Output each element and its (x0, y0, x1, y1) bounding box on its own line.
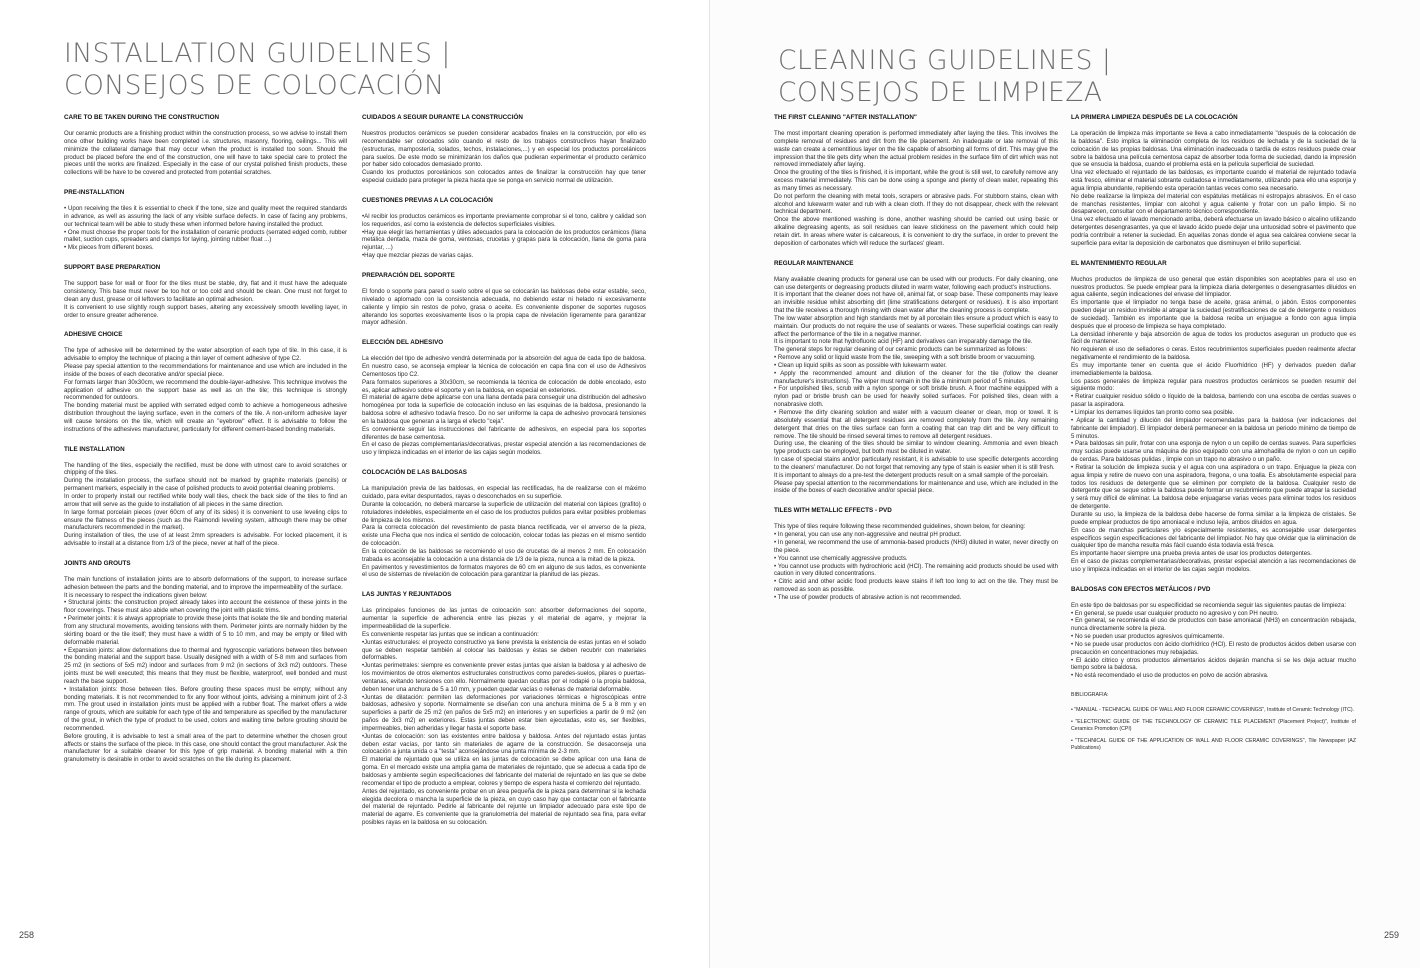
section-heading: COLOCACIÓN DE LAS BALDOSAS (362, 469, 467, 477)
section-the-first-cleaning-after-installation (774, 114, 1058, 248)
paragraph: En este tipo de baldosas por su especificidad se recomienda seguir las siguientes pautas de limpieza: (1071, 601, 1347, 609)
paragraph: • El ácido cítrico y otros productos alimentarios ácidos dejarán mancha si se les deja actuar mucho tiempo sobre la baldosa. (1071, 656, 1356, 672)
paragraph: • Limpiar los derrames líquidos tan pronto como sea posible. (1071, 409, 1235, 416)
bibliography-item: • "MANUAL - TECHNICAL GUIDE OF WALL AND FLOOR CERAMIC COVERINGS", Institute of Ceramic Technology (ITC). (1071, 707, 1354, 714)
paragraph: • Upon receiving the tiles it is essential to check if the tone, size and quality meet the required standards in advance, as well as assuring the lack of any visible surface defects. In case of facing any problems, our technical team will be able to study these when informed before having installed the product. (64, 205, 347, 228)
section-cuidados-a-seguir-durante-la-construccion (362, 114, 646, 185)
section-heading: PRE-INSTALLATION (64, 189, 125, 197)
section-support-base-preparation (64, 264, 347, 319)
section-tiles-with-metallic-effects-pvd (774, 507, 1058, 601)
paragraph: The most important cleaning operation is performed immediately after laying the tiles. This involves the complete removal of residues and dirt from the tile placement. An inadequate or late removal of this waste can create a cementitious layer on the tile capable of absorbing all forms of dirt. This may give the impression that the tile gets dirty when the actual problem resides in the surface film of dirt which was not removed immediately after laying. (774, 130, 1058, 169)
paragraph: Many available cleaning products for general use can be used with our products. For daily cleaning, one can use detergents or degreasing products diluted in warm water, following each product's instructions. (774, 275, 1058, 291)
paragraph: El material de agarre debe aplicarse con una llana dentada para conseguir una distribución del adhesivo homogénea por toda la superficie de colocación incluso en las esquinas de la baldosa, presionando la baldosa sobre el adhesivo todavía fresco. Do no ser uniforme la capa de adhesivo provocará tensiones en la baldosa que generan a la larga el efecto "ceja". (362, 394, 646, 425)
paragraph: La manipulación previa de las baldosas, en especial las rectificadas, ha de realizarse con el máximo cuidado, para evitar despuntados, rayas o desconchados en su superficie. (362, 485, 646, 500)
paragraph: Una vez efectuado el lavado mencionado arriba, deberá efectuarse un lavado básico o alcalino utilizando detergentes desengrasantes, ya que el lavado ácido puede dejar una untuosidad sobre el pavimento que podría contribuir a retener la suciedad. En aquellas zonas donde el agua sea calcárea conviene secar la superficie para evitar la deposición de carbonatos que disminuyen el brillo superficial. (1071, 216, 1356, 247)
section-pre-installation (64, 189, 347, 252)
paragraph: • No está recomendado el uso de productos en polvo de acción abrasiva. (1071, 672, 1269, 680)
paragraph: • Mix pieces from different boxes. (64, 244, 154, 252)
paragraph: • Expansion joints: allow deformations due to thermal and hygroscopic variations between tiles between the bonding material and the support base. Usually designed with a width of 5-8 mm and surfaces from 25 m2 (in sections of 5x5 m2) indoor and surfaces from 9 m2 (in sections of 3x3 m2) outdoors. These joints must be well executed; this means that they must be flexible, waterproof, well bonded and must reach the base support. (64, 646, 347, 685)
paragraph: Durante su uso, la limpieza de la baldosa debe hacerse de forma similar a la limpieza de cristales. Se puede emplear productos de tipo amoniacal e incluso lejía, ambos diluidos en agua. (1071, 510, 1356, 526)
paragraph: Cuando los productos porcelánicos son colocados antes de finalizar la construcción hay que tener especial cuidado para proteger la pieza hasta que se ponga en servicio normal de utilización. (362, 169, 646, 185)
paragraph: La densidad inherente y baja absorción de agua de todos los productos aseguran un producto que es fácil de mantener. (1071, 330, 1356, 346)
paragraph: • Citric acid and other acidic food products leave stains if left too long to act on the tile. They must be removed as soon as possible. (774, 578, 1058, 594)
bibliography-item: • "TECHNICAL GUIDE OF THE APPLICATION OF WALL AND FLOOR CERAMIC COVERINGS", Tile Newspaper (AZ Publications) (1071, 738, 1356, 752)
paragraph: •Hay que elegir las herramientas y útiles adecuados para la colocación de los productos cerámicos (llana metálica dentada, maza de goma, ventosas, crucetas y grapas para la colocación, llana de goma para rejuntar, ...) (362, 228, 646, 252)
title-line-1: INSTALLATION GUIDELINES | (64, 38, 451, 69)
paragraph: • Aplicar la cantidad y dilución del limpiador recomendadas para la baldosa (ver indicaciones del fabricante del limpiador). El limpiador deberá permanecer en la baldosa un periodo mínimo de tiempo de 5 minutos. (1071, 416, 1356, 440)
paragraph: • No se puede usar productos con ácido clorhídrico (HCl). El resto de productos ácidos deben usarse con precaución en concentraciones muy rebajadas. (1071, 640, 1356, 656)
paragraph: • Remove the dirty cleaning solution and water with a vacuum cleaner or clean, mop or towel. It is absolutely essential that all detergent residues are removed completely from the tile. Any remaining detergent that dries on the tiles surface can form a coating that can trap dirt and be very difficult to remove. The tile should be rinsed several times to remove all detergent residues. (774, 409, 1058, 440)
paragraph: Para formatos superiores a 30x30cm, se recomienda la técnica de colocación de doble encolado, esto es, aplicar adhesivo sobre el soporte y en la baldosa, en especial en exteriores. (362, 378, 646, 394)
paragraph: En caso de manchas particulares y/o especialmente resistentes, es aconsejable usar detergentes específicos según especificaciones del fabricante del limpiador. No hay que olvidar que la eliminación de cualquier tipo de mancha resulta más fácil cuando ésta todavía está fresca. (1071, 526, 1356, 550)
installation-title (64, 38, 451, 102)
paragraph: The general steps for regular cleaning of our ceramic products can be summarized as follows: (774, 346, 1028, 354)
paragraph: Los pasos generales de limpieza regular para nuestros productos cerámicos se pueden resumir del siguiente modo: (1071, 377, 1356, 393)
spanish-cleaning-column (1071, 114, 1356, 757)
paragraph: • Para baldosas sin pulir, frotar con una esponja de nylon o un cepillo de cerdas suaves. Para superficies muy sucias puede usarse una máquina de piso equipado con una almohadilla de nylon o con un cepillo de cerdas. Para baldosas pulidas , limpie con un trapo no abrasivo o un paño. (1071, 440, 1356, 464)
paragraph: • Retirar la solución de limpieza sucia y el agua con una aspiradora o un trapo. Enjuague la pieza con agua limpia y retire de nuevo con una aspiradora, fregona, o una toalla. Es absolutamente especial para todos los residuos de detergente que se eliminen por completo de la baldosa. Cualquier resto de detergente que se seque sobre la baldosa puede formar un recubrimiento que puede atrapar la suciedad y será muy difícil de eliminar. La baldosa debe enjuagarse varias veces para eliminar todos los residuos de detergente. (1071, 463, 1356, 511)
section-heading: TILE INSTALLATION (64, 445, 125, 453)
paragraph: Nuestros productos cerámicos se pueden considerar acabados finales en la construcción, por ello es recomendable ser colocados sólo cuando el resto de los trabajos constructivos hayan finalizado (estructuras, mampostería, solados, techos, instalaciones,...) y en especial los productos porcelánicos para suelos. De este modo se minimizarán los daños que pudieran experimentar el producto cerámico por haber sido colocados demasiado pronto. (362, 130, 646, 169)
section-heading: ELECCIÓN DEL ADHESIVO (362, 339, 444, 347)
paragraph: During installation of tiles, the use of at least 2mm spreaders is advisable. For locked placement, it is advisable to install at a distance from 1/3 of the piece, never at half of the piece. (64, 532, 347, 548)
paragraph: •Hay que mezclar piezas de varias cajas. (362, 252, 474, 260)
bibliography-item: • "ELECTRONIC GUIDE OF THE TECHNOLOGY OF CERAMIC TILE PLACEMENT (Placement Project)", Institute of Ceramics Promotion (CPI) (1071, 719, 1356, 733)
page-number: 258 (19, 930, 35, 940)
paragraph: Es conveniente seguir las instrucciones del fabricante de adhesivos, en especial para los soportes diferentes de base cementosa. (362, 425, 646, 441)
paragraph: Once the grouting of the tiles is finished, it is important, while the grout is still wet, to carefully remove any excess material immediately. This can be done using a sponge and plenty of clean water, repeating this as many times as necessary. (774, 169, 1058, 192)
paragraph: During the installation process, the surface should not be marked by graphite materials (pencils) or permanent markers, especially in the case of polished products to avoid potential cleaning problems. (64, 477, 347, 493)
section-heading: JOINTS AND GROUTS (64, 559, 131, 567)
paragraph: In large format porcelain pieces (over 60cm of any of its sides) it is convenient to use leveling clips to ensure the flatness of the pieces (such as the Raimondi leveling system, although there may be other manufacturers recommended in the market). (64, 508, 347, 532)
paragraph: • Structural joints: the construction project already takes into account the existence of these joints in the floor coverings. These must also abide when covering the joint with plastic trims. (64, 599, 347, 615)
section-heading: LA PRIMERA LIMPIEZA DESPUÉS DE LA COLOCACIÓN (1071, 114, 1238, 121)
section-heading: EL MANTENIMIENTO REGULAR (1071, 259, 1167, 267)
paragraph: La operación de limpieza más importante se lleva a cabo inmediatamente "después de la colocación de la baldosa". Esto implica la eliminación completa de los residuos de lechada y de la suciedad de la colocación de las propias baldosas. Una eliminación inadecuada o tardía de estos residuos puede crear sobre la baldosa una película cementosa capaz de absorber toda forma de suciedad, dando la impresión que se ensucia la baldosa, cuando el problema está en la película superficial de suciedad. (1071, 130, 1356, 169)
bibliography (1071, 692, 1356, 752)
paragraph: • Clean up liquid spills as soon as possible with lukewarm water. (774, 361, 947, 369)
bibliography-label: BIBLIOGRAFIA: (1071, 692, 1109, 699)
paragraph: It is necessary to respect the indications given below: (64, 591, 208, 599)
paragraph: The bonding material must be applied with serrated edged comb to achieve a homogeneous adhesive distribution throughout the laying surface, even in the corners of the tile. A non-uniform adhesive layer will cause tensions on the tile, which will create an "eyebrow" effect. It is advisable to follow the instructions of the adhesives manufacturer, particularly for different cement-based bonding materials. (64, 402, 347, 433)
section-heading: CARE TO BE TAKEN DURING THE CONSTRUCTION (64, 114, 220, 121)
title-line-2: CONSEJOS DE COLOCACIÓN (64, 70, 445, 101)
paragraph: • Installation joints: those between tiles. Before grouting these spaces must be empty; without any bonding materials. It is not recommended to fix any floor without joints, advising a minimum joint of 2-3 mm. The grout used in installation joints must be applied with a rubber float. The market offers a wide range of grouts, which are suitable for each type of tile and temperature as specified by the manufacturer of the grout, in which the type of product to be used, colors and waiting time before grouting should be recommended. (64, 685, 347, 732)
section-heading: THE FIRST CLEANING "AFTER INSTALLATION" (774, 114, 917, 121)
paragraph: • Perimeter joints: it is always appropriate to provide these joints that isolate the tile and bonding material from any structural movements, avoiding tensions with them. Perimeter joints are normally hidden by the skirting board or the tile itself; they must have a width of 5 to 10 mm, and may be empty or filled with deformable material. (64, 615, 347, 646)
paragraph: Do not perform the cleaning with metal tools, scrapers or abrasive pads. For stubborn stains, clean with alcohol and lukewarm water and rub with a clean cloth. If they do not disappear, check with the relevant technical department. (774, 192, 1058, 216)
section-adhesive-choice (64, 331, 347, 433)
paragraph: En el caso de piezas complementarias/decorativas, prestar especial atención a las recomendaciones de uso y limpieza indicadas en el interior de las cajas según modelos. (1071, 558, 1356, 573)
paragraph: It is important to always do a pre-test the detergent products result on a small sample of the porcelain. (774, 471, 1049, 479)
section-la-primera-limpieza-despues-de-la-colocacion (1071, 114, 1356, 248)
cleaning-title (778, 45, 1111, 109)
paragraph: •Juntas estructurales: el proyecto constructivo ya tiene prevista la existencia de estas juntas en el solado que se deben respetar también al colocar las baldosas y éstas se deben recubrir con materiales deformables. (362, 638, 646, 662)
section-heading: CUIDADOS A SEGUIR DURANTE LA CONSTRUCCIÓN (362, 114, 523, 121)
english-installation-column (64, 114, 347, 776)
paragraph: Es conveniente respetar las juntas que se indican a continuación: (362, 630, 539, 638)
paragraph: It is important that the cleaner does not have oil, animal fat, or soap base. These components may leave an invisible residue whilst absorbing dirt (lime stratifications detergent or residues). It is also important that the tile receives a thorough rinsing with clean water after the cleaning process is complete. (774, 291, 1058, 315)
paragraph: • You cannot use products with hydrochloric acid (HCl). The remaining acid products should be used with caution in very diluted concentrations. (774, 562, 1058, 578)
paragraph: It is important to note that hydrofluoric acid (HF) and derivatives can irreparably damage the tile. (774, 338, 1033, 346)
section-colocacion-de-las-baldosas (362, 469, 646, 579)
paragraph: • En general, se puede usar cualquier producto no agresivo y con PH neutro. (1071, 609, 1279, 617)
paragraph: Durante la colocación, no deberá marcarse la superficie de utilización del material con lápices (grafito) o rotuladores indelebles, especialmente en el caso de los productos pulidos para evitar posibles problemas de limpieza de los mismos. (362, 500, 646, 524)
section-cuestiones-previas-a-la-colocacion (362, 197, 646, 260)
section-preparacion-del-soporte (362, 272, 646, 327)
paragraph: Las principales funciones de las juntas de colocación son: absorber deformaciones del soporte, aumentar la superficie de adherencia entre las piezas y el material de agarre, y mejorar la impermeabilidad de la superficie. (362, 607, 646, 630)
paragraph: En el caso de piezas complementarias/decorativas, prestar especial atención a las recomendaciones de uso y limpieza indicadas en el interior de las cajas según modelos. (362, 441, 646, 457)
paragraph: Para la correcta colocación del revestimiento de pasta blanca rectificada, ver el anverso de la pieza, existe una Flecha que nos indica el sentido de colocación, colocar todas las piezas en el mismo sentido de colocación. (362, 524, 646, 548)
section-regular-maintenance (774, 260, 1058, 496)
paragraph: • Retirar cualquier residuo sólido o líquido de la baldosa, barriendo con una escoba de cerdas suaves o pasar la aspiradora. (1071, 393, 1356, 409)
paragraph: • No se pueden usar productos agresivos químicamente. (1071, 633, 1225, 641)
paragraph: This type of tiles require following these recommended guidelines, shown below, for cleaning: (774, 523, 1026, 531)
right-page (710, 0, 1420, 968)
section-heading: ADHESIVE CHOICE (64, 331, 123, 339)
title-line-2: CONSEJOS DE LIMPIEZA (778, 77, 1103, 108)
paragraph: • In general, you can use any non-aggressive and neutral pH product. (774, 531, 962, 539)
section-heading: CUESTIONES PREVIAS A LA COLOCACIÓN (362, 196, 493, 204)
section-eleccion-del-adhesivo (362, 339, 646, 457)
paragraph: Once the above mentioned washing is done, another washing should be carried out using basic or alkaline degreasing agents, as soil residues can leave stickiness on the pavement which could help retain dirt. In areas where water is calcareous, it is convenient to dry the surface, in order to prevent the deposition of carbonates which will reduce the surfaces' gleam. (774, 216, 1058, 247)
paragraph: Es importante que el limpiador no tenga base de aceite, grasa animal, o jabón. Estos componentes pueden dejar un residuo invisible al atrapar la suciedad (estratificaciones de cal de detergente o residuos de suciedad). También es importante que la baldosa reciba un enjuague a fondo con agua limpia después que el proceso de limpieza se haya completado. (1071, 299, 1356, 330)
section-heading: BALDOSAS CON EFECTOS METÁLICOS / PVD (1071, 585, 1211, 593)
paragraph: Before grouting, it is advisable to test a small area of the part to determine whether the chosen grout affects or stains the surface of the piece. In this case, one should contact the grout manufacturer. Ask the manufacturer for a suitable cleaner for this type of grip material. A bonding material with a thin granulometry is desirable in order to avoid scratches on the tile during its placement. (64, 732, 347, 764)
section-heading: LAS JUNTAS Y REJUNTADOS (362, 591, 452, 599)
paragraph: • En general, se recomienda el uso de productos con base amoniacal (NH3) en concentración rebajada, nunca directamente sobre la pieza. (1071, 617, 1356, 633)
paragraph: The main functions of installation joints are to absorb deformations of the support, to increase surface adhesion between the parts and the bonding material, and to improve the impermeability of the surface. (64, 575, 347, 591)
paragraph: La elección del tipo de adhesivo vendrá determinada por la absorción del agua de cada tipo de baldosa. En nuestro caso, se aconseja emplear la técnica de colocación en capa fina con el uso de Adhesivos Cementosos tipo C2. (362, 355, 646, 378)
section-heading: TILES WITH METALLIC EFFECTS - PVD (774, 507, 892, 515)
paragraph: No requieren el uso de selladores o ceras. Estos recubrimientos superficiales pueden realmente afectar negativamente el rendimiento de la baldosa. (1071, 346, 1356, 362)
section-heading: REGULAR MAINTENANCE (774, 259, 854, 267)
section-heading: SUPPORT BASE PREPARATION (64, 264, 161, 272)
paragraph: En pavimentos y revestimientos de formatos mayores de 60 cm en alguno de sus lados, es conveniente el uso de sistemas de nivelación de colocación para garantizar la planitud de las piezas. (362, 563, 646, 579)
paragraph: Please pay special attention to the recommendations for maintenance and use which are included in the inside of the boxes of each decorative and/or special piece. (64, 363, 347, 378)
paragraph: El material de rejuntado que se utiliza en las juntas de colocación se debe aplicar con una llana de goma. En el mercado existe una amplia gama de materiales de rejuntado, que se adecua a cada tipo de baldosas y ambiente según especificaciones del fabricante del material de rejuntado en las que se debe recomendar el tipo de producto a emplear, colores y tiempo de espera hasta el comienzo del rejuntado. (362, 756, 646, 787)
title-line-1: CLEANING GUIDELINES | (778, 45, 1112, 76)
section-baldosas-con-efectos-metalicos-pvd (1071, 586, 1356, 680)
paragraph: The low water absorption and high standards met by all porcelain tiles ensure a product which is easy to maintain. Our products do not require the use of sealants or waxes. These superficial coatings can really affect the performance of the tile in a negative manner. (774, 314, 1058, 338)
section-tile-installation (64, 446, 347, 548)
paragraph: Antes del rejuntado, es conveniente probar en un área pequeña de la pieza para determinar si la lechada elegida decolora o mancha la superficie de la pieza, en cuyo caso hay que contactar con el fabricante del material de rejuntado. Pedirle al fabricante del rejunte un limpiador adecuado para este tipo de material de agarre. Es conveniente que la granulometría del material de rejuntado sea fina, para evitar posibles rayas en la baldosa en su colocación. (362, 787, 646, 827)
section-joints-and-grouts (64, 560, 347, 764)
paragraph: •Al recibir los productos cerámicos es importante previamente comprobar si el tono, calibre y calidad son los requeridos, así como la existencia de defectos superficiales visibles. (362, 212, 646, 228)
paragraph: Muchos productos de limpieza de uso general que están disponibles son aceptables para el uso en nuestros productos. Se puede emplear para la limpieza diaria detergentes o desengrasantes diluidos en agua caliente, según indicaciones del envase del limpiador. (1071, 275, 1356, 299)
paragraph: •Juntas de colocación: son las existentes entre baldosa y baldosa. Antes del rejuntado estas juntas deben estar vacías, por tanto sin materiales de agarre de la construcción. Se desaconseja una colocación a junta unida o a "testa" aconsejándose una junta mínima de 2-3 mm. (362, 732, 646, 756)
paragraph: En la colocación de las baldosas se recomiendo el uso de crucetas de al menos 2 mm. En colocación trabada es aconsejable la colocación a una distancia de 1/3 de la pieza, nunca a la mitad de la pieza. (362, 547, 646, 563)
paragraph: • The use of powder products of abrasive action is not recommended. (774, 593, 962, 601)
paragraph: The support base for wall or floor for the tiles must be stable, dry, flat and it must have the adequate consistency. This base must never be too hot or too cold and should be clean. One must not forget to clean any dust, grease or oil leftovers to facilitate an optimal adhesion. (64, 280, 347, 303)
paragraph: Es importante hacer siempre una prueba previa antes de usar los productos detergentes. (1071, 550, 1312, 558)
section-el-mantenimiento-regular (1071, 260, 1356, 574)
paragraph: El fondo o soporte para pared o suelo sobre el que se colocarán las baldosas debe estar estable, seco, nivelado o aplomado con la consistencia adecuada, no debiendo estar ni helado ni excesivamente caliente y limpio sin restos de polvo, grasa o aceite. Es conveniente disponer de soportes rugosos alterando los soportes excesivamente lisos o la propia capa de nivelación ligeramente para garantizar mayor adhesión. (362, 287, 646, 327)
section-las-juntas-y-rejuntados (362, 591, 646, 827)
paragraph: • In general, we recommend the use of ammonia-based products (NH3) diluted in water, never directly on the piece. (774, 538, 1058, 554)
paragraph: • For unpolished tiles, scrub with a nylon sponge or soft bristle brush. A floor machine equipped with a nylon pad or bristle brush can be used for heavily soiled surfaces. For polished tiles, clean with a nonabrasive cloth. (774, 385, 1058, 409)
page-number: 259 (1383, 930, 1399, 940)
paragraph: No debe realizarse la limpieza del material con espátulas metálicas ni estropajos abrasivos. En el caso de manchas resistentes, limpiar con alcohol y agua caliente y frotar con un paño limpio. Si no desaparecen, consultar con el departamento técnico correspondiente. (1071, 192, 1356, 216)
paragraph: •Juntas de dilatación: permiten las deformaciones por variaciones térmicas e higroscópicas entre baldosas, adhesivo y soporte. Normalmente se diseñan con una anchura mínima de 5 a 8 mm y en superficies a partir de 25 m2 (en paños de 5x5 m2) en interiores y en superficies a partir de 9 m2 (en paños de 3x3 m2) en exteriores. Estas juntas deben estar bien ejecutadas, esto es, ser flexibles, impermeables, bien adheridas y llegar hasta el soporte base. (362, 693, 646, 732)
paragraph: The type of adhesive will be determined by the water absorption of each type of tile. In this case, it is advisable to employ the technique of placing a thin layer of cement adhesive of type C2. (64, 347, 347, 363)
paragraph: • You cannot use chemically aggressive products. (774, 554, 908, 562)
paragraph: During use, the cleaning of the tiles should be similar to window cleaning. Ammonia and even bleach type products can be employed, but both must be diluted in water. (774, 440, 1058, 456)
paragraph: The handling of the tiles, especially the rectified, must be done with utmost care to avoid scratches or chipping of the tiles. (64, 461, 347, 477)
paragraph: It is convenient to use slightly rough support bases, altering any excessively smooth levelling layer, in order to ensure greater adherence. (64, 303, 347, 319)
english-cleaning-column (774, 114, 1058, 614)
paragraph: • Apply the recommended amount and dilution of the cleaner for the tile (follow the cleaner manufacturer's instructions). The wiper must remain in the tile a minimum period of 5 minutes. (774, 369, 1058, 385)
section-heading: PREPARACIÓN DEL SOPORTE (362, 271, 455, 279)
paragraph: Our ceramic products are a finishing product within the construction process, so we advise to install them once other building works have been completed i.e. structures, masonry, flooring, ceilings... This will minimize the collateral damage that may occur when the product is installed too soon. Should the product be placed before the end of the construction, one will have to take special care to protect the pieces until the works are finalized. Especially in the case of our crystal polished finish products, these collections will be have to be covered and protected from potential scratches. (64, 130, 347, 177)
paragraph: • Remove any solid or liquid waste from the tile, sweeping with a soft bristle broom or vacuuming. (774, 354, 1036, 362)
paragraph: • One must choose the proper tools for the installation of ceramic products (serrated edged comb, rubber mallet, suction cups, spreaders and clamps for laying, jointing rubber float ...) (64, 228, 347, 244)
paragraph: •Juntas perimetrales: siempre es conveniente prever estas juntas que aíslan la baldosa y al adhesivo de los movimientos de otros elementos estructurales constructivos como paredes-suelos, pilares o puertas-ventanas, evitando tensiones con ello. Normalmente quedan ocultas por el rodapié o la propia baldosa, deben tener una anchura de 5 a 10 mm, y pueden quedar vacías o rellenas de material deformable. (362, 662, 646, 693)
paragraph: In order to properly install our rectified white body wall tiles, check the back side of the tiles to find an arrow that will serve as the guide to installation of all pieces in the same direction. (64, 493, 347, 508)
paragraph: Please pay special attention to the recommendations for maintenance and use, which are included in the inside of the boxes of each decorative and/or special piece. (774, 479, 1058, 495)
paragraph: Es muy importante tener en cuenta que el ácido Fluorhídrico (HF) y derivados pueden dañar irremediablemente la baldosa. (1071, 361, 1356, 377)
spanish-installation-column (362, 114, 646, 839)
paragraph: Una vez efectuado el rejuntado de las baldosas, es importante cuando el material de rejuntado todavía está fresco, eliminar el material sobrante cuidadosa e inmediatamente, utilizando para ello una esponja y agua limpia abundante, repitiendo esta operación tantas veces como sea necesario. (1071, 169, 1356, 192)
section-care-to-be-taken-during-the-construction (64, 114, 347, 177)
paragraph: In case of special stains and/or particularly resistant, it is advisable to use specific detergents according to the cleaners' manufacturer. Do not forget that removing any type of stain is easier when it is still fresh. (774, 456, 1058, 471)
paragraph: For formats larger than 30x30cm, we recommend the double-layer-adhesive. This technique involves the application of adhesive on the support base as well as on the tile; this technique is strongly recommended for outdoors. (64, 378, 347, 402)
